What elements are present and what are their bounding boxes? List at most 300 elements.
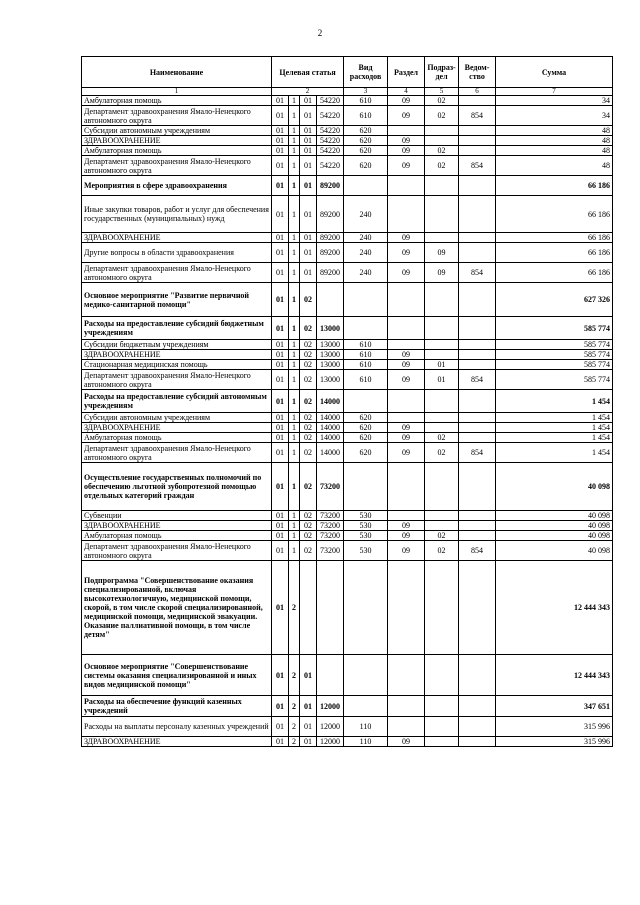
target-code-program: 01 [272, 156, 289, 176]
target-code-program: 01 [272, 370, 289, 390]
row-name-cell: Департамент здравоохранения Ямало-Ненецкого автономного округа [82, 370, 272, 390]
table-row [82, 655, 613, 696]
table-row [82, 737, 613, 747]
subsection-cell: 09 [425, 243, 459, 263]
target-code-measure: 02 [300, 531, 317, 541]
subsection-cell [425, 340, 459, 350]
amount-cell: 627 326 [496, 283, 613, 317]
target-code-subprogram: 2 [289, 737, 300, 747]
target-code-direction: 14000 [317, 413, 344, 423]
target-code-measure: 02 [300, 413, 317, 423]
target-code-subprogram: 2 [289, 655, 300, 696]
row-name-cell: Субсидии автономным учреждениям [82, 413, 272, 423]
section-cell: 09 [388, 423, 425, 433]
department-cell: 854 [459, 370, 496, 390]
target-code-measure: 01 [300, 146, 317, 156]
table-row [82, 413, 613, 423]
target-code-subprogram: 1 [289, 433, 300, 443]
target-code-measure: 01 [300, 243, 317, 263]
target-code-direction: 14000 [317, 423, 344, 433]
target-code-direction: 12000 [317, 737, 344, 747]
target-code-subprogram: 1 [289, 541, 300, 561]
section-cell: 09 [388, 360, 425, 370]
amount-cell: 315 996 [496, 737, 613, 747]
section-cell: 09 [388, 96, 425, 106]
row-name-cell: Амбулаторная помощь [82, 433, 272, 443]
department-cell [459, 390, 496, 413]
amount-cell: 66 186 [496, 196, 613, 233]
target-code-program: 01 [272, 263, 289, 283]
column-number: 4 [388, 88, 425, 96]
expense-type-cell: 610 [344, 370, 388, 390]
target-code-measure: 01 [300, 233, 317, 243]
table-row [82, 360, 613, 370]
target-code-direction: 14000 [317, 390, 344, 413]
row-name-cell: ЗДРАВООХРАНЕНИЕ [82, 423, 272, 433]
row-name-cell: Расходы на предоставление субсидий бюджетным учреждениям [82, 317, 272, 340]
expense-type-cell: 240 [344, 243, 388, 263]
department-cell: 854 [459, 263, 496, 283]
target-code-program: 01 [272, 511, 289, 521]
department-cell [459, 317, 496, 340]
expense-type-cell [344, 463, 388, 511]
section-cell: 09 [388, 433, 425, 443]
target-code-direction: 73200 [317, 511, 344, 521]
header-section: Раздел [388, 57, 425, 88]
target-code-measure [300, 561, 317, 655]
department-cell [459, 146, 496, 156]
target-code-program: 01 [272, 233, 289, 243]
row-name-cell: Расходы на обеспечение функций казенных учреждений [82, 696, 272, 717]
amount-cell: 585 774 [496, 340, 613, 350]
expense-type-cell: 620 [344, 136, 388, 146]
expense-type-cell [344, 317, 388, 340]
target-code-subprogram: 1 [289, 317, 300, 340]
subsection-cell [425, 717, 459, 737]
target-code-subprogram: 1 [289, 390, 300, 413]
target-code-direction: 89200 [317, 176, 344, 196]
expense-type-cell: 240 [344, 196, 388, 233]
amount-cell: 66 186 [496, 243, 613, 263]
expense-type-cell: 610 [344, 96, 388, 106]
expense-type-cell: 620 [344, 156, 388, 176]
amount-cell: 585 774 [496, 360, 613, 370]
amount-cell: 66 186 [496, 176, 613, 196]
subsection-cell [425, 423, 459, 433]
table-row [82, 156, 613, 176]
expense-type-cell: 620 [344, 433, 388, 443]
column-number: 5 [425, 88, 459, 96]
department-cell [459, 243, 496, 263]
table-row [82, 561, 613, 655]
table-row [82, 263, 613, 283]
target-code-direction: 13000 [317, 370, 344, 390]
department-cell [459, 283, 496, 317]
row-name-cell: Амбулаторная помощь [82, 531, 272, 541]
target-code-direction: 54220 [317, 96, 344, 106]
subsection-cell [425, 283, 459, 317]
section-cell: 09 [388, 243, 425, 263]
target-code-measure: 01 [300, 196, 317, 233]
section-cell [388, 655, 425, 696]
target-code-program: 01 [272, 126, 289, 136]
header-amount: Сумма [496, 57, 613, 88]
table-row [82, 96, 613, 106]
expense-type-cell: 610 [344, 340, 388, 350]
table-row [82, 340, 613, 350]
amount-cell: 12 444 343 [496, 655, 613, 696]
target-code-measure: 01 [300, 126, 317, 136]
target-code-program: 01 [272, 283, 289, 317]
header-row [82, 57, 613, 88]
section-cell: 09 [388, 370, 425, 390]
target-code-program: 01 [272, 360, 289, 370]
subsection-cell [425, 655, 459, 696]
row-name-cell: Основное мероприятие "Совершенствование системы оказания специализированной и иных видов медицинской помощи" [82, 655, 272, 696]
target-code-program: 01 [272, 443, 289, 463]
section-cell [388, 717, 425, 737]
expense-type-cell: 530 [344, 511, 388, 521]
table-row [82, 126, 613, 136]
department-cell: 854 [459, 106, 496, 126]
target-code-program: 01 [272, 413, 289, 423]
target-code-program: 01 [272, 717, 289, 737]
section-cell: 09 [388, 350, 425, 360]
section-cell: 09 [388, 531, 425, 541]
target-code-direction: 13000 [317, 360, 344, 370]
expense-type-cell [344, 561, 388, 655]
department-cell [459, 521, 496, 531]
target-code-subprogram: 1 [289, 263, 300, 283]
section-cell: 09 [388, 146, 425, 156]
target-code-subprogram: 1 [289, 106, 300, 126]
amount-cell: 585 774 [496, 350, 613, 360]
row-name-cell: Стационарная медицинская помощь [82, 360, 272, 370]
target-code-measure: 01 [300, 696, 317, 717]
target-code-direction: 54220 [317, 126, 344, 136]
department-cell [459, 531, 496, 541]
subsection-cell [425, 737, 459, 747]
column-number: 1 [82, 88, 272, 96]
target-code-program: 01 [272, 390, 289, 413]
target-code-measure: 02 [300, 317, 317, 340]
target-code-direction: 73200 [317, 463, 344, 511]
target-code-measure: 02 [300, 390, 317, 413]
row-name-cell: Расходы на предоставление субсидий автономным учреждениям [82, 390, 272, 413]
amount-cell: 1 454 [496, 433, 613, 443]
department-cell [459, 96, 496, 106]
table-row [82, 106, 613, 126]
row-name-cell: Расходы на выплаты персоналу казенных учреждений [82, 717, 272, 737]
amount-cell: 40 098 [496, 521, 613, 531]
amount-cell: 66 186 [496, 263, 613, 283]
amount-cell: 48 [496, 136, 613, 146]
expense-type-cell: 530 [344, 531, 388, 541]
target-code-direction [317, 655, 344, 696]
target-code-direction: 73200 [317, 531, 344, 541]
target-code-program: 01 [272, 146, 289, 156]
department-cell [459, 176, 496, 196]
target-code-measure: 01 [300, 176, 317, 196]
target-code-subprogram: 1 [289, 360, 300, 370]
target-code-subprogram: 2 [289, 717, 300, 737]
target-code-subprogram: 1 [289, 531, 300, 541]
amount-cell: 40 098 [496, 511, 613, 521]
row-name-cell: Иные закупки товаров, работ и услуг для обеспечения государственных (муниципальных) нужд [82, 196, 272, 233]
subsection-cell: 01 [425, 370, 459, 390]
target-code-program: 01 [272, 423, 289, 433]
target-code-measure: 02 [300, 541, 317, 561]
target-code-measure: 02 [300, 423, 317, 433]
department-cell [459, 463, 496, 511]
target-code-program: 01 [272, 136, 289, 146]
expense-type-cell: 530 [344, 541, 388, 561]
target-code-program: 01 [272, 106, 289, 126]
row-name-cell: Амбулаторная помощь [82, 146, 272, 156]
target-code-measure: 01 [300, 96, 317, 106]
row-name-cell: Департамент здравоохранения Ямало-Ненецкого автономного округа [82, 106, 272, 126]
subsection-cell [425, 390, 459, 413]
row-name-cell: Департамент здравоохранения Ямало-Ненецкого автономного округа [82, 541, 272, 561]
subsection-cell [425, 317, 459, 340]
table-row [82, 423, 613, 433]
amount-cell: 585 774 [496, 370, 613, 390]
subsection-cell: 02 [425, 541, 459, 561]
subsection-cell: 01 [425, 360, 459, 370]
amount-cell: 347 651 [496, 696, 613, 717]
target-code-direction: 54220 [317, 146, 344, 156]
target-code-subprogram: 1 [289, 136, 300, 146]
department-cell: 854 [459, 443, 496, 463]
target-code-subprogram: 1 [289, 156, 300, 176]
row-name-cell: ЗДРАВООХРАНЕНИЕ [82, 136, 272, 146]
department-cell [459, 423, 496, 433]
subsection-cell [425, 413, 459, 423]
expense-type-cell [344, 696, 388, 717]
table-row [82, 243, 613, 263]
subsection-cell [425, 521, 459, 531]
expense-type-cell: 620 [344, 413, 388, 423]
section-cell [388, 413, 425, 423]
subsection-cell [425, 136, 459, 146]
column-number: 7 [496, 88, 613, 96]
target-code-subprogram: 1 [289, 176, 300, 196]
expense-type-cell: 240 [344, 233, 388, 243]
row-name-cell: Субвенции [82, 511, 272, 521]
department-cell: 854 [459, 156, 496, 176]
target-code-subprogram: 1 [289, 126, 300, 136]
department-cell [459, 717, 496, 737]
target-code-subprogram: 1 [289, 283, 300, 317]
column-number-row [82, 88, 613, 96]
target-code-subprogram: 1 [289, 413, 300, 423]
subsection-cell: 09 [425, 263, 459, 283]
table-row [82, 196, 613, 233]
department-cell [459, 696, 496, 717]
subsection-cell: 02 [425, 96, 459, 106]
table-row [82, 370, 613, 390]
section-cell [388, 511, 425, 521]
row-name-cell: Департамент здравоохранения Ямало-Ненецкого автономного округа [82, 443, 272, 463]
subsection-cell [425, 463, 459, 511]
subsection-cell [425, 233, 459, 243]
department-cell [459, 360, 496, 370]
department-cell [459, 655, 496, 696]
target-code-direction: 54220 [317, 136, 344, 146]
department-cell [459, 511, 496, 521]
table-row [82, 390, 613, 413]
target-code-measure: 01 [300, 655, 317, 696]
department-cell [459, 136, 496, 146]
table-row [82, 521, 613, 531]
target-code-measure: 01 [300, 106, 317, 126]
expense-type-cell: 620 [344, 146, 388, 156]
amount-cell: 66 186 [496, 233, 613, 243]
target-code-measure: 02 [300, 463, 317, 511]
target-code-measure: 02 [300, 360, 317, 370]
amount-cell: 315 996 [496, 717, 613, 737]
table-row [82, 176, 613, 196]
amount-cell: 34 [496, 96, 613, 106]
target-code-subprogram: 1 [289, 463, 300, 511]
target-code-measure: 01 [300, 717, 317, 737]
expense-type-cell [344, 655, 388, 696]
target-code-direction: 54220 [317, 106, 344, 126]
expense-type-cell: 530 [344, 521, 388, 531]
subsection-cell [425, 561, 459, 655]
target-code-program: 01 [272, 176, 289, 196]
expense-type-cell: 620 [344, 423, 388, 433]
target-code-subprogram: 1 [289, 350, 300, 360]
target-code-direction [317, 561, 344, 655]
row-name-cell: ЗДРАВООХРАНЕНИЕ [82, 350, 272, 360]
target-code-program: 01 [272, 737, 289, 747]
target-code-measure: 02 [300, 443, 317, 463]
row-name-cell: ЗДРАВООХРАНЕНИЕ [82, 521, 272, 531]
section-cell [388, 196, 425, 233]
target-code-measure: 02 [300, 283, 317, 317]
department-cell [459, 340, 496, 350]
target-code-measure: 01 [300, 263, 317, 283]
table-row [82, 463, 613, 511]
target-code-direction: 89200 [317, 243, 344, 263]
table-row [82, 433, 613, 443]
target-code-subprogram: 1 [289, 370, 300, 390]
department-cell [459, 737, 496, 747]
row-name-cell: ЗДРАВООХРАНЕНИЕ [82, 737, 272, 747]
table-row [82, 511, 613, 521]
target-code-program: 01 [272, 243, 289, 263]
target-code-program: 01 [272, 521, 289, 531]
department-cell [459, 196, 496, 233]
target-code-subprogram: 1 [289, 96, 300, 106]
header-name: Наименование [82, 57, 272, 88]
target-code-program: 01 [272, 433, 289, 443]
target-code-direction: 89200 [317, 233, 344, 243]
target-code-direction: 14000 [317, 433, 344, 443]
section-cell: 09 [388, 443, 425, 463]
amount-cell: 1 454 [496, 390, 613, 413]
target-code-subprogram: 1 [289, 521, 300, 531]
row-name-cell: Основное мероприятие "Развитие первичной медико-санитарной помощи" [82, 283, 272, 317]
target-code-direction: 13000 [317, 340, 344, 350]
expense-type-cell: 240 [344, 263, 388, 283]
target-code-direction: 13000 [317, 350, 344, 360]
subsection-cell [425, 511, 459, 521]
target-code-direction: 13000 [317, 317, 344, 340]
section-cell [388, 340, 425, 350]
header-subsection: Подраз-дел [425, 57, 459, 88]
amount-cell: 585 774 [496, 317, 613, 340]
table-row [82, 350, 613, 360]
column-number: 6 [459, 88, 496, 96]
row-name-cell: ЗДРАВООХРАНЕНИЕ [82, 233, 272, 243]
section-cell [388, 283, 425, 317]
header-target: Целевая статья [272, 57, 344, 88]
table-row [82, 146, 613, 156]
table-row [82, 541, 613, 561]
header-expense-type: Вид расходов [344, 57, 388, 88]
target-code-program: 01 [272, 350, 289, 360]
amount-cell: 1 454 [496, 443, 613, 463]
target-code-subprogram: 1 [289, 443, 300, 463]
row-name-cell: Департамент здравоохранения Ямало-Ненецкого автономного округа [82, 263, 272, 283]
subsection-cell: 02 [425, 433, 459, 443]
subsection-cell [425, 196, 459, 233]
department-cell [459, 561, 496, 655]
section-cell [388, 176, 425, 196]
amount-cell: 34 [496, 106, 613, 126]
expense-type-cell [344, 283, 388, 317]
table-row [82, 717, 613, 737]
department-cell [459, 233, 496, 243]
amount-cell: 48 [496, 146, 613, 156]
subsection-cell [425, 350, 459, 360]
row-name-cell: Субсидии автономным учреждениям [82, 126, 272, 136]
table-row [82, 233, 613, 243]
target-code-direction: 14000 [317, 443, 344, 463]
section-cell: 09 [388, 136, 425, 146]
amount-cell: 1 454 [496, 423, 613, 433]
expense-type-cell: 110 [344, 717, 388, 737]
target-code-subprogram: 2 [289, 561, 300, 655]
row-name-cell: Подпрограмма "Совершенствование оказания специализированной, включая высокотехнологичную, медицинской помощи, скорой, в том числе скорой специализированной, медицинской помощи, медицинской эвакуации. Оказание паллиативной помощи, в том числе детям" [82, 561, 272, 655]
expense-type-cell [344, 176, 388, 196]
section-cell [388, 561, 425, 655]
subsection-cell: 02 [425, 531, 459, 541]
page-number: 2 [317, 28, 323, 38]
subsection-cell [425, 696, 459, 717]
target-code-direction: 73200 [317, 541, 344, 561]
department-cell [459, 350, 496, 360]
section-cell: 09 [388, 233, 425, 243]
row-name-cell: Осуществление государственных полномочий по обеспечению льготной зубопротезной помощью отдельных категорий граждан [82, 463, 272, 511]
amount-cell: 48 [496, 126, 613, 136]
amount-cell: 48 [496, 156, 613, 176]
target-code-subprogram: 1 [289, 233, 300, 243]
row-name-cell: Амбулаторная помощь [82, 96, 272, 106]
amount-cell: 40 098 [496, 463, 613, 511]
department-cell [459, 126, 496, 136]
section-cell [388, 390, 425, 413]
subsection-cell [425, 176, 459, 196]
row-name-cell: Другие вопросы в области здравоохранения [82, 243, 272, 263]
table-row [82, 317, 613, 340]
target-code-subprogram: 1 [289, 196, 300, 233]
table-row [82, 443, 613, 463]
target-code-direction: 12000 [317, 696, 344, 717]
target-code-measure: 02 [300, 433, 317, 443]
